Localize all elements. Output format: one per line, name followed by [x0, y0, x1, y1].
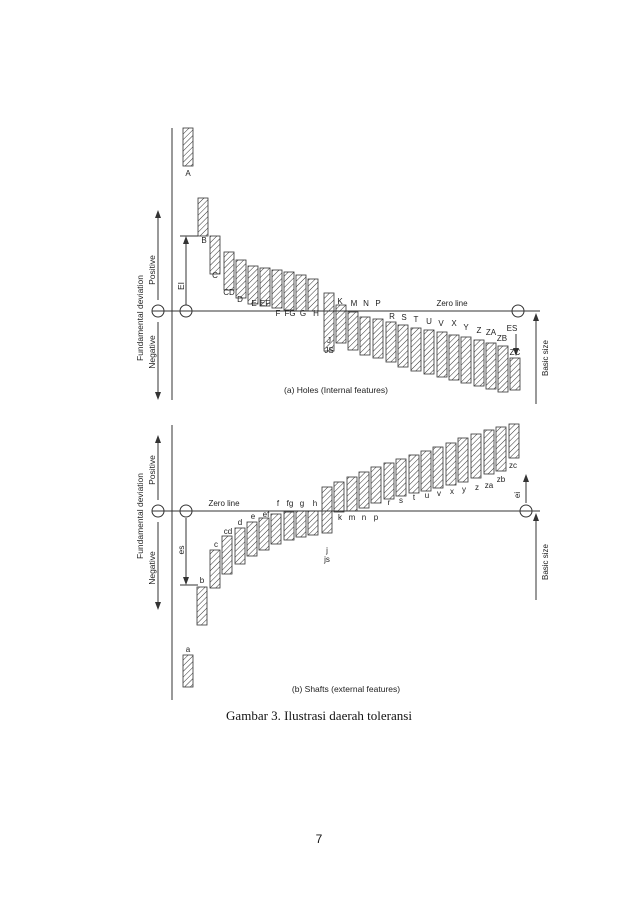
- shaft-zone-label: p: [373, 513, 379, 522]
- basic-size-label-a: Basic size: [541, 339, 550, 377]
- hole-zone-label: V: [438, 319, 444, 328]
- shaft-zone-bar: [347, 477, 357, 511]
- hole-zone-bar: [336, 305, 346, 343]
- shaft-zone-bar: [296, 511, 306, 537]
- figure-holes: [135, 128, 550, 404]
- shaft-zone-bar: [409, 455, 419, 493]
- hole-zone-bar: [461, 337, 471, 383]
- hole-zone-bar: [236, 260, 246, 298]
- shaft-zone-label: zb: [496, 475, 506, 484]
- shaft-zone-bar: [433, 447, 443, 488]
- hole-zone-label: A: [185, 169, 191, 178]
- hole-zone-label: S: [401, 313, 407, 322]
- hole-zone-bar: [272, 270, 282, 308]
- figure-caption: Gambar 3. Ilustrasi daerah toleransi: [226, 708, 412, 723]
- shaft-zone-bar: [235, 528, 245, 564]
- shaft-zone-label: ef: [262, 510, 270, 519]
- hole-zone-bar: [386, 322, 396, 362]
- negative-arrowhead-b: [155, 602, 161, 610]
- positive-label-b: Positive: [147, 455, 157, 485]
- hole-zone-label: X: [451, 319, 457, 328]
- ei-arrowhead: [183, 236, 189, 244]
- shaft-zone-label: cd: [223, 527, 233, 536]
- hole-zone-bar: [486, 343, 496, 389]
- shaft-zone-bars: [183, 424, 519, 687]
- hole-zone-label: M: [350, 299, 358, 308]
- basic-size-arrowhead-a: [533, 313, 539, 321]
- shaft-zone-label: t: [412, 493, 416, 502]
- shaft-zone-label: g: [299, 499, 305, 508]
- shaft-zone-bar: [446, 443, 456, 485]
- hole-zone-bar: [498, 346, 508, 392]
- negative-label-a: Negative: [147, 335, 157, 369]
- negative-label-b: Negative: [147, 551, 157, 585]
- shaft-zone-bar: [247, 522, 257, 556]
- shaft-zone-bar: [496, 427, 506, 471]
- hole-zone-bar: [198, 198, 208, 236]
- hole-zone-label: FG: [284, 309, 296, 318]
- hole-zone-label: N: [363, 299, 369, 308]
- hole-zone-label: Z: [476, 326, 482, 335]
- caption-b: (b) Shafts (external features): [291, 684, 401, 694]
- shaft-zone-label: js: [324, 555, 330, 564]
- hole-zone-label: T: [413, 315, 419, 324]
- ei-label-a: EI: [176, 281, 186, 291]
- hole-zone-label: P: [375, 299, 381, 308]
- hole-zone-bar: [398, 325, 408, 367]
- shaft-zone-bar: [308, 511, 318, 535]
- shaft-zone-bar: [183, 655, 193, 687]
- hole-zone-bar: [308, 279, 318, 311]
- shaft-zone-bar: [334, 482, 344, 512]
- hole-zone-bar: [411, 328, 421, 371]
- shaft-zone-bar: [197, 587, 207, 625]
- shaft-zone-label: a: [185, 645, 191, 654]
- shaft-zone-bar: [484, 430, 494, 474]
- ei-label-b: ei: [513, 491, 522, 499]
- hole-zone-bar: [449, 335, 459, 380]
- hole-zone-bar: [510, 358, 520, 390]
- shaft-zone-bar: [271, 514, 281, 544]
- shaft-zone-label: s: [399, 496, 403, 505]
- shaft-zone-bar: [371, 467, 381, 503]
- shaft-zone-label: e: [250, 512, 256, 521]
- hole-zone-label: ZB: [496, 334, 508, 343]
- hole-zone-bar: [210, 236, 220, 274]
- hole-zone-label: R: [389, 312, 395, 321]
- basic-size-label-b: Basic size: [541, 543, 550, 581]
- hole-zone-label: ZA: [485, 328, 497, 337]
- shaft-zone-label: h: [312, 499, 318, 508]
- hole-zone-label: J: [327, 336, 331, 345]
- shaft-zone-label: zc: [509, 461, 517, 470]
- ei-arrowhead-b: [523, 474, 529, 482]
- shaft-zone-bar: [359, 472, 369, 508]
- shaft-zone-label: x: [450, 487, 454, 496]
- hole-zone-label: H: [313, 309, 319, 318]
- shaft-zone-label: za: [484, 481, 494, 490]
- hole-zone-bar: [348, 312, 358, 350]
- shaft-zone-label: m: [348, 513, 356, 522]
- hole-zone-bar: [474, 340, 484, 386]
- shaft-zone-label: u: [424, 491, 430, 500]
- shaft-zone-label: j: [326, 546, 328, 555]
- caption-a: (a) Holes (Internal features): [284, 385, 388, 395]
- es-arrowhead-b: [183, 577, 189, 585]
- hole-zone-label: ZC: [509, 348, 521, 357]
- hole-zone-bar: [224, 252, 234, 290]
- shaft-zone-bar: [471, 434, 481, 478]
- es-label-b: es: [176, 545, 186, 555]
- shaft-zone-label: b: [199, 576, 205, 585]
- hole-zone-bar: [183, 128, 193, 166]
- hole-zone-bar: [296, 275, 306, 311]
- hole-zone-bar: [437, 332, 447, 377]
- shaft-zone-label: y: [462, 485, 466, 494]
- shaft-zone-bar: [384, 463, 394, 499]
- hole-zone-bar: [284, 272, 294, 310]
- shaft-zone-bar: [509, 424, 519, 458]
- shaft-zone-bar: [284, 512, 294, 540]
- zero-line-label-a: Zero line: [436, 299, 468, 308]
- hole-zone-label: Y: [463, 323, 469, 332]
- hole-zone-label: E: [251, 299, 257, 308]
- hole-zone-label: EF: [259, 299, 271, 308]
- hole-zone-label: B: [201, 236, 207, 245]
- figure-shafts: [135, 424, 550, 700]
- hole-zone-label: F: [275, 309, 281, 318]
- shaft-zone-label: fg: [286, 499, 294, 508]
- shaft-zone-label: n: [361, 513, 367, 522]
- shaft-zone-bar: [458, 438, 468, 482]
- shaft-zone-label: f: [276, 499, 280, 508]
- shaft-zone-label: c: [214, 540, 218, 549]
- axis-label-b: Fundamental deviation: [135, 472, 145, 560]
- page-number: 7: [315, 832, 323, 846]
- shaft-zone-bar: [396, 459, 406, 496]
- hole-zone-label: D: [237, 295, 243, 304]
- basic-size-arrowhead-b: [533, 513, 539, 521]
- hole-zone-bar: [424, 330, 434, 374]
- shaft-zone-label: r: [387, 498, 391, 507]
- hole-zone-label: JS: [324, 346, 334, 355]
- hole-zone-bar: [373, 319, 383, 358]
- shaft-zone-label: d: [237, 518, 243, 527]
- positive-arrowhead-a: [155, 210, 161, 218]
- es-label-a: ES: [506, 324, 518, 333]
- hole-zone-label: C: [212, 271, 218, 280]
- positive-arrowhead-b: [155, 435, 161, 443]
- shaft-zone-label: v: [437, 489, 441, 498]
- shaft-zone-bar: [222, 536, 232, 574]
- shaft-zone-bar: [259, 518, 269, 550]
- shaft-zone-bar: [322, 487, 332, 533]
- negative-arrowhead-a: [155, 392, 161, 400]
- hole-zone-label: K: [337, 297, 343, 306]
- hole-zone-label: G: [299, 309, 307, 318]
- zero-line-label-b: Zero line: [208, 499, 240, 508]
- shaft-zone-label: k: [338, 513, 342, 522]
- shaft-zone-label: z: [475, 483, 479, 492]
- hole-zone-bars: [183, 128, 520, 392]
- positive-label-a: Positive: [147, 255, 157, 285]
- hole-zone-bar: [360, 317, 370, 355]
- shaft-zone-bar: [421, 451, 431, 491]
- hole-zone-label: U: [426, 317, 432, 326]
- shaft-zone-bar: [210, 550, 220, 588]
- hole-zone-label: CD: [223, 288, 235, 297]
- axis-label-a: Fundamental deviation: [135, 274, 145, 362]
